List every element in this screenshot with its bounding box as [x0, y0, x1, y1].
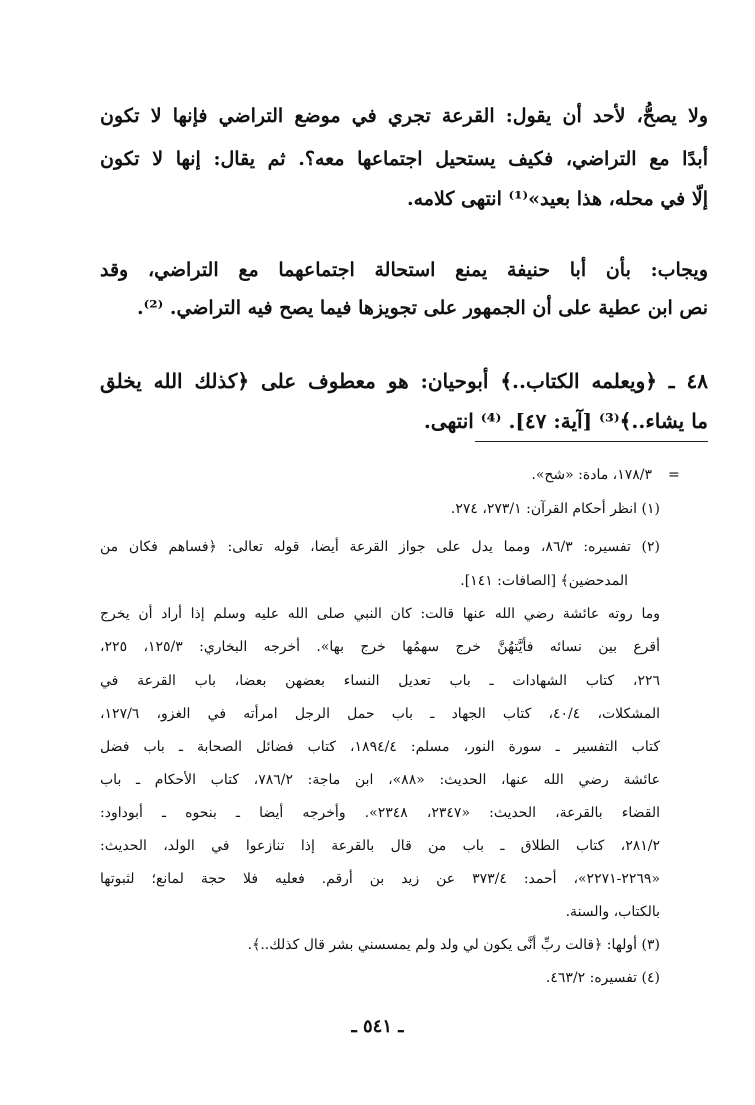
- verse-heading-line: ما يشاء..﴾⁽³⁾ [آية: ٤٧]. ⁽⁴⁾ انتهى.: [423, 409, 708, 433]
- main-text-line: إلّا في محله، هذا بعيد»⁽¹⁾ انتهى كلامه.: [407, 188, 708, 210]
- footnote-continuation: ١٧٨/٣، مادة: «شح».: [531, 467, 652, 483]
- main-text-line: ويجاب: بأن أبا حنيفة يمنع استحالة اجتماعهما مع التراضي، وقد: [100, 259, 708, 281]
- continuation-marker: =: [668, 467, 680, 483]
- footnote-2-line: أقرع بين نسائه فأيَّتهُنَّ خرج سهمُها خرج بها». أخرجه البخاري: ١٢٥/٣، ٢٢٥،: [100, 639, 660, 655]
- footnote-2-line: المدحضين﴾ [الصافات: ١٤١].: [460, 573, 628, 589]
- footnote-2-line: وما روته عائشة رضي الله عنها قالت: كان النبي صلى الله عليه وسلم إذا أراد أن يخرج: [100, 606, 660, 622]
- footnote-separator: [475, 441, 708, 442]
- main-text-line: أبدًا مع التراضي، فكيف يستحيل اجتماعها معه؟. ثم يقال: إنها لا تكون: [100, 148, 708, 170]
- footnote-3: (٣) أولها: ﴿قالت ربِّ أنَّى يكون لي ولد ولم يمسسني بشر قال كذلك..﴾.: [247, 937, 660, 953]
- footnote-2-line: المشكلات، ٤٠/٤، كتاب الجهاد ـ باب حمل الرجل امرأته في الغزو، ١٢٧/٦،: [100, 706, 660, 722]
- footnote-2-line: بالكتاب، والسنة.: [565, 904, 660, 920]
- footnote-2-line: عائشة رضي الله عنها، الحديث: «٨٨»، ابن ماجة: ٧٨٦/٢، كتاب الأحكام ـ باب: [100, 772, 660, 788]
- footnote-4: (٤) تفسيره: ٤٦٣/٢.: [545, 970, 660, 986]
- main-text-line: ولا يصحُّ، لأحد أن يقول: القرعة تجري في موضع التراضي فإنها لا تكون: [100, 105, 708, 127]
- verse-heading-line: ٤٨ ـ ﴿ويعلمه الكتاب..﴾ أبوحيان: هو معطوف على ﴿كذلك الله يخلق: [100, 369, 708, 393]
- footnote-2-line: القضاء بالقرعة، الحديث: «٢٣٤٧، ٢٣٤٨». وأخرجه أيضا ـ بنحوه ـ أبوداود:: [100, 805, 660, 821]
- footnote-2-line: ٢٨١/٢، كتاب الطلاق ـ باب من قال بالقرعة إذا تنازعوا في الولد، الحديث:: [100, 838, 660, 854]
- footnote-2-line: ٢٢٦، كتاب الشهادات ـ باب تعديل النساء بعضهن بعضا، باب القرعة في: [100, 673, 660, 689]
- footnote-2-line: كتاب التفسير ـ سورة النور، مسلم: ١٨٩٤/٤، كتاب فضائل الصحابة ـ باب فضل: [100, 739, 660, 755]
- page-number: ـ ٥٤١ ـ: [351, 1016, 404, 1037]
- main-text-line: نص ابن عطية على أن الجمهور على تجويزها فيما يصح فيه التراضي. ⁽²⁾.: [136, 297, 708, 319]
- footnote-2-line: «٢٢٦٩-٢٢٧١»، أحمد: ٣٧٣/٤ عن زيد بن أرقم. فعليه فلا حجة لمانع؛ لثبوتها: [100, 871, 660, 887]
- footnote-2-line: (٢) تفسيره: ٨٦/٣، ومما يدل على جواز القرعة أيضا، قوله تعالى: ﴿فساهم فكان من: [100, 539, 660, 555]
- footnote-1: (١) انظر أحكام القرآن: ٢٧٣/١، ٢٧٤.: [450, 501, 660, 517]
